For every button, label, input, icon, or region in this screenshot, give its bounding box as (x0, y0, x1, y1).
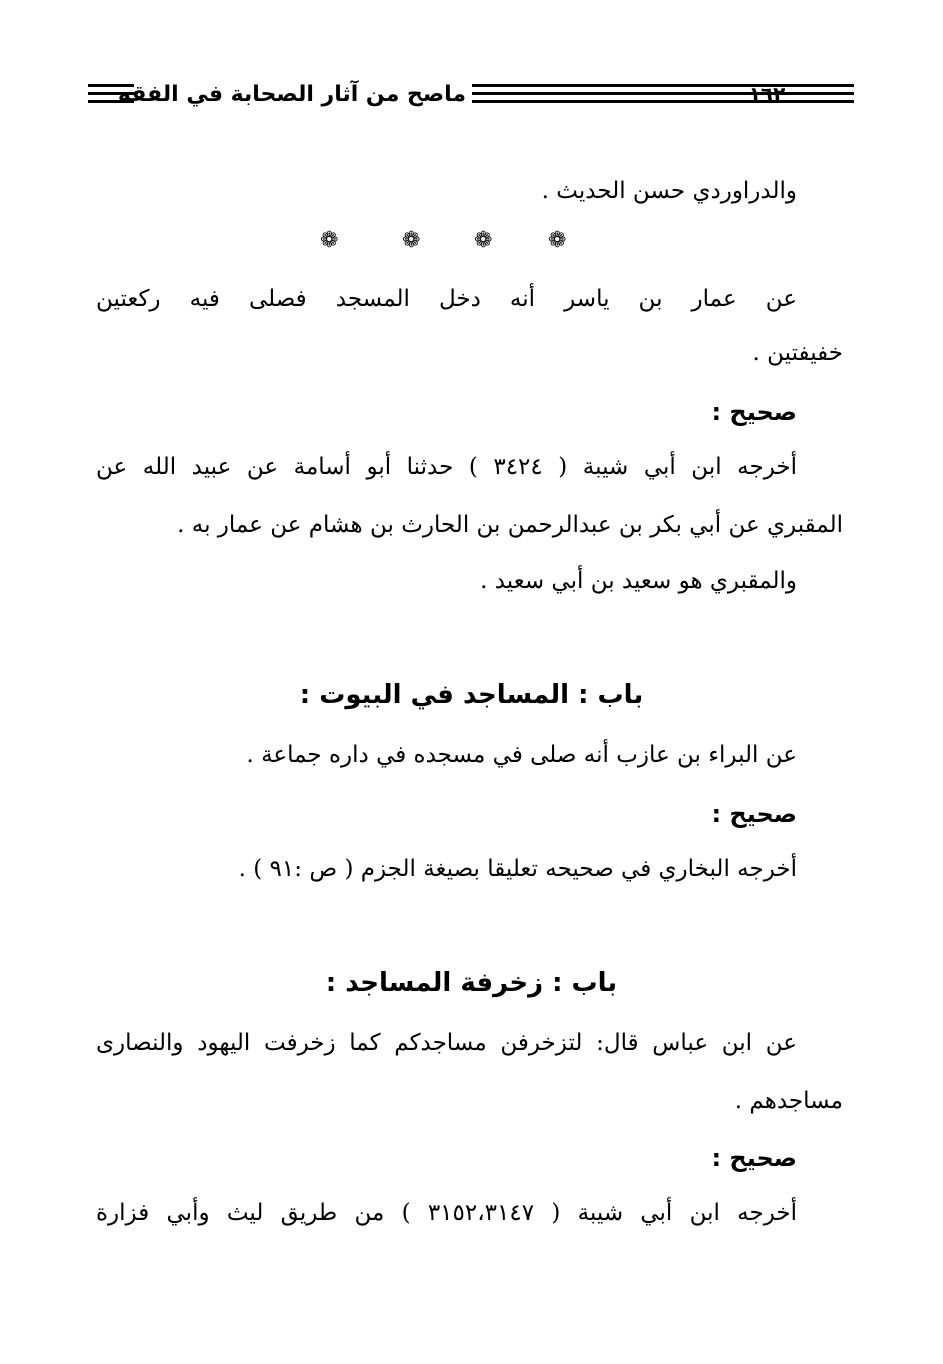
text-line: والمقبري هو سعيد بن أبي سعيد . (480, 568, 797, 594)
star-ornament-icon: ❁ (548, 228, 567, 253)
star-ornament-icon: ❁ (474, 228, 493, 253)
chapter-heading: باب : المساجد في البيوت : (299, 680, 644, 710)
text-line: عن البراء بن عازب أنه صلى في مسجده في داره جماعة . (246, 742, 797, 768)
star-ornament-icon: ❁ (320, 228, 339, 253)
star-ornament-icon: ❁ (402, 228, 421, 253)
page-header (80, 74, 855, 118)
grading-label: صحيح : (711, 800, 797, 828)
header-title: ماصح من آثار الصحابة في الفقه (117, 82, 466, 107)
separator-ornament (300, 228, 600, 258)
text-line: عن عمار بن ياسر أنه دخل المسجد فصلى فيه ركعتين (96, 286, 797, 312)
text-line: أخرجه ابن أبي شيبة ( ٣٤٢٤ ) حدثنا أبو أسامة عن عبيد الله عن (96, 454, 797, 480)
text-line: أخرجه البخاري في صحيحه تعليقا بصيغة الجزم ( ص :٩١ ) . (238, 856, 797, 882)
grading-label: صحيح : (711, 1144, 797, 1172)
text-line: المقبري عن أبي بكر بن عبدالرحمن بن الحارث بن هشام عن عمار به . (177, 512, 843, 538)
text-line: خفيفتين . (752, 340, 843, 366)
chapter-heading: باب : زخرفة المساجد : (325, 968, 618, 998)
grading-label: صحيح : (711, 398, 797, 426)
text-line: مساجدهم . (734, 1088, 843, 1114)
text-line: والدراوردي حسن الحديث . (541, 178, 797, 204)
page-number: ١٦٢ (748, 82, 786, 106)
text-line: عن ابن عباس قال: لتزخرفن مساجدكم كما زخرفت اليهود والنصارى (96, 1030, 797, 1056)
text-line: أخرجه ابن أبي شيبة ( ٣١٥٢،٣١٤٧ ) من طريق ليث وأبي فزارة (96, 1200, 797, 1226)
header-rule-right (802, 84, 854, 114)
